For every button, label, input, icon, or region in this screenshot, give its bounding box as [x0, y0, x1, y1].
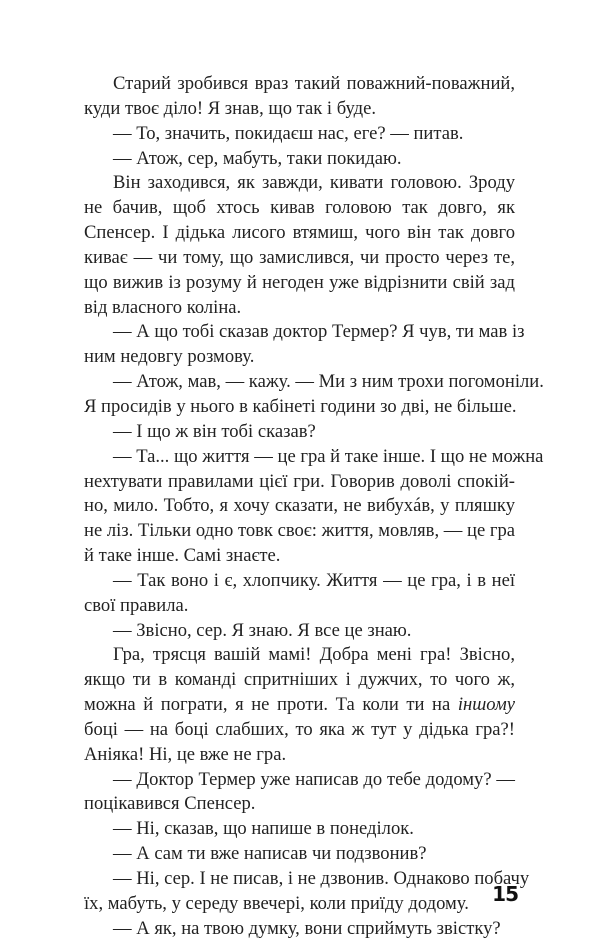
paragraph	[84, 171, 515, 320]
text-line: поцікавився Спенсер.	[84, 793, 256, 815]
text-line: — Так воно і є, хлопчику. Життя — це гра, і в неї	[113, 569, 515, 591]
text-line: що вижив із розуму й негоден уже відрізнити свій зад	[84, 271, 515, 293]
text-line: не бачив, щоб хтось кивав головою так довго, як	[84, 197, 515, 219]
paragraph	[84, 768, 515, 818]
text-line: свої правила.	[84, 594, 189, 616]
paragraph	[84, 619, 515, 644]
text-line: Аніяка! Ні, це вже не гра.	[84, 743, 287, 765]
text-run: можна й пограти, я не проти. Та коли ти на	[84, 694, 458, 716]
text-line: — Ні, сер. І не писав, і не дзвонив. Однаково побачу	[113, 868, 530, 889]
paragraph	[84, 867, 530, 917]
text-line: киває — чи тому, що замислився, чи просто через те,	[84, 246, 515, 268]
text-line: — Доктор Термер уже написав до тебе додому? —	[113, 768, 515, 790]
paragraph	[84, 72, 515, 122]
text-line: — Звісно, сер. Я знаю. Я все це знаю.	[113, 619, 412, 641]
text-line: від власного коліна.	[84, 296, 242, 318]
page-number: 15	[492, 882, 518, 906]
text-line: ним недовгу розмову.	[84, 346, 255, 368]
text-line	[84, 693, 515, 718]
text-line: боці — на боці слабших, то яка ж тут у дідька гра?!	[84, 718, 515, 740]
paragraph	[84, 817, 515, 842]
text-line: куди твоє діло! Я знав, що так і буде.	[84, 97, 376, 119]
text-line: — А що тобі сказав доктор Термер? Я чув, ти мав із	[113, 321, 525, 343]
text-line: — А сам ти вже написав чи подзвонив?	[113, 843, 427, 865]
text-line: їх, мабуть, у середу ввечері, коли приїду додому.	[84, 892, 469, 914]
text-line: Я просидів у нього в кабінеті години зо дві, не більше.	[84, 395, 517, 417]
paragraph	[84, 569, 515, 619]
text-line: нехтувати правилами цієї гри. Говорив доволі спокій-	[84, 470, 515, 492]
text-line: Спенсер. І дідька лисого втямиш, чого він так довго	[84, 222, 515, 244]
text-line: — І що ж він тобі сказав?	[113, 420, 316, 442]
text-line: не ліз. Тільки одно товк своє: життя, мовляв, — це гра	[84, 520, 516, 542]
text-line: Він заходився, як завжди, кивати головою. Зроду	[113, 172, 515, 194]
paragraph	[84, 917, 515, 942]
paragraph	[84, 420, 515, 445]
text-line: — Ні, сказав, що напише в понеділок.	[113, 818, 414, 840]
emphasized-word: іншому	[457, 694, 515, 716]
paragraph	[84, 445, 544, 569]
paragraph	[84, 643, 515, 767]
paragraph	[84, 147, 515, 172]
text-line: — Атож, мав, — кажу. — Ми з ним трохи погомоніли.	[113, 371, 544, 393]
text-line: якщо ти в команді спритніших і дужчих, то чого ж,	[84, 669, 515, 691]
text-line: Гра, трясця вашій мамі! Добра мені гра! Звісно,	[113, 644, 515, 666]
text-line: — Та... що життя — це гра й таке інше. І що не можна	[113, 445, 544, 467]
paragraph	[84, 320, 525, 370]
text-line: — То, значить, покидаєш нас, еге? — питав.	[113, 122, 464, 144]
text-line: но, мило. Тобто, я хочу сказати, не вибухáв, у пляшку	[84, 495, 515, 517]
paragraph	[84, 370, 544, 420]
paragraph	[84, 122, 515, 147]
text-line: — А як, на твою думку, вони сприймуть звістку?	[113, 917, 501, 939]
text-line: — Атож, сер, мабуть, таки покидаю.	[113, 147, 402, 169]
paragraph	[84, 842, 515, 867]
page-body-text	[84, 72, 544, 942]
text-line: Старий зробився враз такий поважний-поважний,	[113, 73, 515, 94]
text-line: й таке інше. Самі знаєте.	[84, 545, 281, 567]
